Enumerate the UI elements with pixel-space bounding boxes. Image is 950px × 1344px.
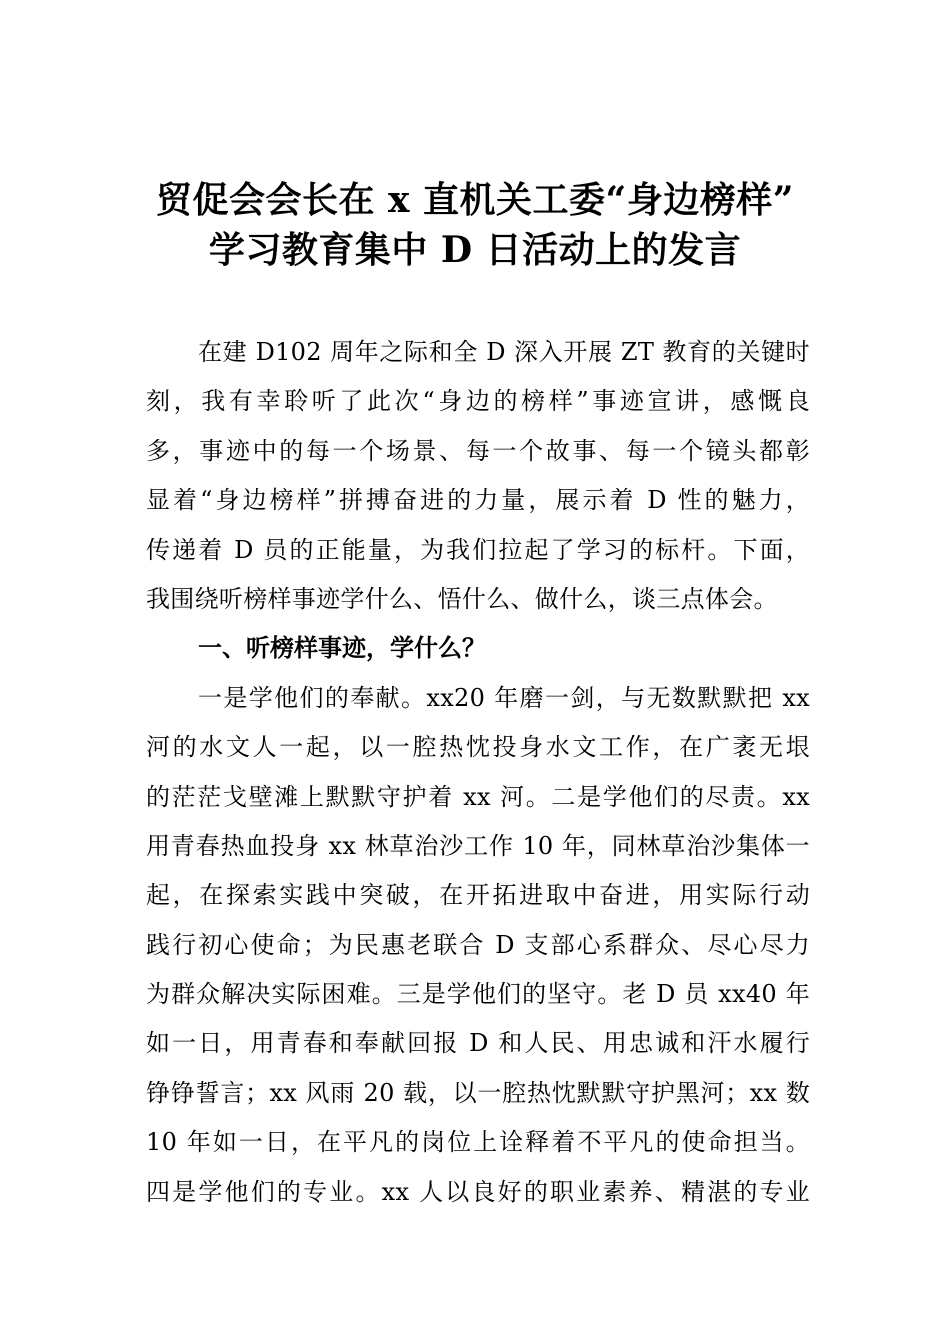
paragraph-line: 传递着 D 员的正能量，为我们拉起了学习的标杆。下面，	[146, 535, 810, 564]
paragraph-line: 一是学他们的奉献。xx20 年磨一剑，与无数默默把 xx	[198, 683, 810, 712]
paragraph-line: 践行初心使命；为民惠老联合 D 支部心系群众、尽心尽力	[146, 930, 810, 959]
paragraph-line: 显着“身边榜样”拼搏奋进的力量，展示着 D 性的魅力，	[146, 486, 810, 515]
paragraph-line: 用青春热血投身 xx 林草治沙工作 10 年，同林草治沙集体一	[146, 831, 810, 860]
paragraph-line: 多，事迹中的每一个场景、每一个故事、每一个镜头都彰	[146, 436, 810, 465]
paragraph-line: 河的水文人一起，以一腔热忱投身水文工作，在广袤无垠	[146, 733, 810, 762]
paragraph-line: 如一日，用青春和奉献回报 D 和人民、用忠诚和汗水履行	[146, 1029, 810, 1058]
paragraph-1	[146, 332, 810, 628]
paragraph-line: 铮铮誓言；xx 风雨 20 载，以一腔热忱默默守护黑河；xx 数	[146, 1078, 810, 1107]
paragraph-line: 10 年如一日，在平凡的岗位上诠释着不平凡的使命担当。	[146, 1128, 810, 1157]
paragraph-line: 为群众解决实际困难。三是学他们的坚守。老 D 员 xx40 年	[146, 980, 810, 1009]
paragraph-line: 的茫茫戈壁滩上默默守护着 xx 河。二是学他们的尽责。xx	[146, 782, 810, 811]
section-heading-1: 一、听榜样事迹，学什么？	[198, 634, 486, 663]
paragraph-line: 四是学他们的专业。xx 人以良好的职业素养、精湛的专业	[146, 1177, 810, 1206]
paragraph-2	[146, 678, 810, 1221]
paragraph-line: 我围绕听榜样事迹学什么、悟什么、做什么，谈三点体会。	[146, 584, 778, 613]
paragraph-line: 在建 D102 周年之际和全 D 深入开展 ZT 教育的关键时	[198, 338, 810, 366]
paragraph-line: 刻，我有幸聆听了此次“身边的榜样”事迹宣讲，感慨良	[146, 387, 810, 416]
document-title-line-1: 贸促会会长在 x 直机关工委“身边榜样”	[156, 179, 794, 221]
document-body	[146, 332, 810, 1221]
document-title-line-2: 学习教育集中 D 日活动上的发言	[208, 229, 742, 271]
paragraph-line: 起，在探索实践中突破，在开拓进取中奋进，用实际行动	[146, 881, 810, 910]
